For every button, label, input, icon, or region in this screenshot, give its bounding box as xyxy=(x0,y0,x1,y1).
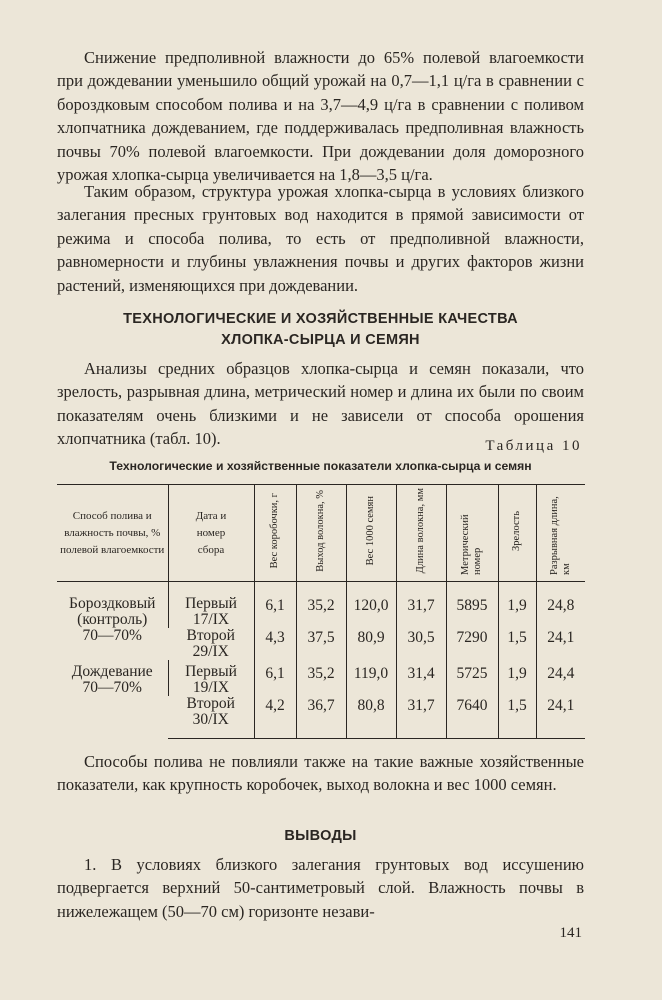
header-method: Способ полива и влажность почвы, % полевой влагоемкости xyxy=(57,485,168,582)
header-fiber-yield: Выход волокна, % xyxy=(296,485,346,582)
method-cell: Дождевание 70—70% xyxy=(71,663,153,696)
section-heading xyxy=(57,309,584,351)
paragraph-irrigation-moisture: Снижение предполивной влажности до 65% полевой влагоемкости при дождевании уменьшило общий урожай на 0,7—1,1 ц/га в сравнении с бороздковым способом полива и на 3,7—4,9 ц/га в сравнении с поливом хлопчатника дождеванием, где поддерживалась предполивная влажность почвы 70% полевой влагоемкости. При дождевании доля доморозного урожая хлопка-сырца увеличивается на 1,8—3,5 ц/га. xyxy=(57,48,584,185)
breaking-length-cell: 24,8 xyxy=(536,596,585,628)
header-boll-weight: Вес коробочки, г xyxy=(254,485,296,582)
seed-weight-cell: 80,8 xyxy=(346,696,396,739)
boll-weight-cell: 6,1 xyxy=(254,664,296,696)
seed-weight-cell: 80,9 xyxy=(346,628,396,660)
fiber-yield-cell: 37,5 xyxy=(296,628,346,660)
boll-weight-cell: 4,2 xyxy=(254,696,296,739)
boll-weight-cell: 6,1 xyxy=(254,596,296,628)
fiber-length-cell: 31,7 xyxy=(396,596,446,628)
header-date: Дата и номер сбора xyxy=(168,485,254,582)
metric-number-cell: 5895 xyxy=(446,596,498,628)
breaking-length-cell: 24,4 xyxy=(536,664,585,696)
table-header-row xyxy=(57,485,585,582)
seed-weight-cell: 120,0 xyxy=(346,596,396,628)
method-cell: Бороздковый (контроль) 70—70% xyxy=(69,595,156,644)
fiber-yield-cell: 36,7 xyxy=(296,696,346,739)
maturity-cell: 1,9 xyxy=(498,596,536,628)
fiber-length-cell: 30,5 xyxy=(396,628,446,660)
date-cell: Второй 30/IX xyxy=(168,696,254,739)
page-number: 141 xyxy=(559,925,582,941)
section-heading-line2: ХЛОПКА-СЫРЦА И СЕМЯН xyxy=(221,332,420,348)
paragraph-irrigation-effect: Способы полива не повлияли также на такие важные хозяйственные показатели, как крупность коробочек, выход волокна и вес 1000 семян. xyxy=(57,752,584,795)
date-cell: Первый 17/IX xyxy=(168,596,254,628)
header-metric-number: Метрический номер xyxy=(446,485,498,582)
breaking-length-cell: 24,1 xyxy=(536,696,585,739)
metric-number-cell: 7290 xyxy=(446,628,498,660)
header-breaking-length: Разрывная длина, км xyxy=(536,485,585,582)
table-title: Технологические и хозяйственные показатели хлопка-сырца и семян xyxy=(109,459,532,473)
paragraph-harvest-structure: Таким образом, структура урожая хлопка-сырца в условиях близкого залегания пресных грунтовых вод находится в прямой зависимости от режима и способа полива, то есть от предполивной влажности, равномерности и глубины увлажнения почвы и других факторов жизни растений, изменяющихся при дождевании. xyxy=(57,182,584,295)
table-label: Таблица 10 xyxy=(485,438,582,454)
date-cell: Второй 29/IX xyxy=(186,627,235,660)
fiber-yield-cell: 35,2 xyxy=(296,596,346,628)
quality-table xyxy=(57,484,585,739)
header-fiber-length: Длина волокна, мм xyxy=(396,485,446,582)
fiber-length-cell: 31,7 xyxy=(396,696,446,739)
maturity-cell: 1,5 xyxy=(498,696,536,739)
header-maturity: Зрелость xyxy=(498,485,536,582)
section-heading-line1: ТЕХНОЛОГИЧЕСКИЕ И ХОЗЯЙСТВЕННЫЕ КАЧЕСТВА xyxy=(123,311,518,327)
boll-weight-cell: 4,3 xyxy=(254,628,296,660)
header-seed-weight: Вес 1000 семян xyxy=(346,485,396,582)
paragraph-conclusion-1: 1. В условиях близкого залегания грунтовых вод иссушению подвергается верхний 50-сантиметровый слой. Влажность почвы в нижележащем (50—70 см) горизонте незави- xyxy=(57,855,584,921)
table-row xyxy=(57,596,585,628)
fiber-yield-cell: 35,2 xyxy=(296,664,346,696)
date-cell: Первый 19/IX xyxy=(168,664,254,696)
maturity-cell: 1,5 xyxy=(498,628,536,660)
maturity-cell: 1,9 xyxy=(498,664,536,696)
metric-number-cell: 5725 xyxy=(446,664,498,696)
metric-number-cell: 7640 xyxy=(446,696,498,739)
fiber-length-cell: 31,4 xyxy=(396,664,446,696)
table-row xyxy=(57,664,585,696)
paragraph-analysis: Анализы средних образцов хлопка-сырца и семян показали, что зрелость, разрывная длина, метрический номер и длина их были по своим показателям очень близкими и не зависели от способа орошения хлопчатника (табл. 10). xyxy=(57,359,584,449)
breaking-length-cell: 24,1 xyxy=(536,628,585,660)
seed-weight-cell: 119,0 xyxy=(346,664,396,696)
conclusions-heading: ВЫВОДЫ xyxy=(284,828,357,844)
